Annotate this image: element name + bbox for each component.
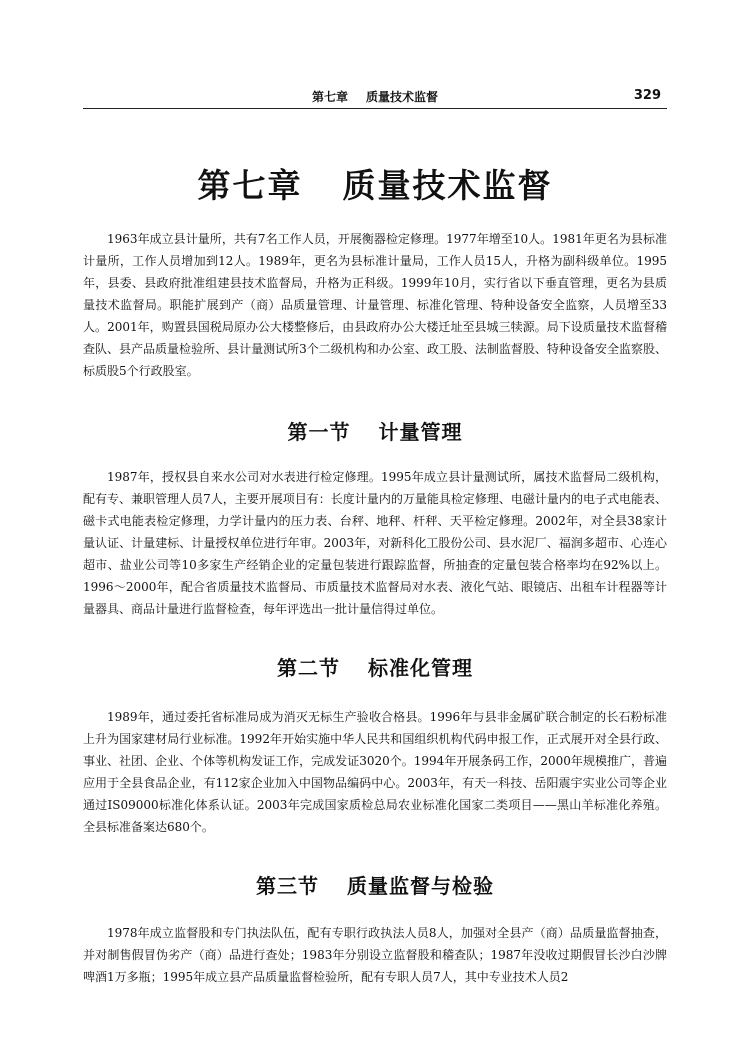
section-3-paragraph: 1978年成立监督股和专门执法队伍，配有专职行政执法人员8人，加强对全县产（商）品质量监督抽查，并对制售假冒伪劣产（商）品进行查处；1983年分别设立监督股和稽查队；1987年没收过期假冒长沙白沙牌啤酒1万多瓶；1995年成立县产品质量监督检验所，配有专职人员7人，其中专业技术人员2 bbox=[83, 926, 667, 984]
section-1-label: 第一节 bbox=[287, 420, 351, 444]
section-2-paragraph: 1989年，通过委托省标准局成为消灭无标生产验收合格县。1996年与县非金属矿联合制定的长石粉标准上升为国家建材局行业标准。1992年开始实施中华人民共和国组织机构代码申报工作，正式展开对全县行政、事业、社团、企业、个体等机构发证工作，完成发证3020个。1994年开展条码工作，2000年规模推广，普遍应用于全县食品企业，有112家企业加入中国物品编码中心。2003年，有天一科技、岳阳震宇实业公司等企业通过IS09000标准化体系认证。2003年完成国家质检总局农业标准化国家二类项目——黑山羊标准化养殖。全县标准备案达680个。 bbox=[83, 710, 667, 834]
section-3-name: 质量监督与检验 bbox=[347, 874, 494, 898]
chapter-intro-paragraph: 1963年成立县计量所，共有7名工作人员，开展衡器检定修理。1977年增至10人。1981年更名为县标准计量所，工作人员增加到12人。1989年，更名为县标准计量局，工作人员15人，升格为副科级单位。1995年，县委、县政府批准组建县技术监督局，升格为正科级。1999年10月，实行省以下垂直管理，更名为县质量技术监督局。职能扩展到产（商）品质量管理、计量管理、标准化管理、特种设备安全监察，人员增至33人。2001年，购置县国税局原办公大楼整修后，由县政府办公大楼迁址至县城三犊源。局下设质量技术监督稽查队、县产品质量检验所、县计量测试所3个二级机构和办公室、政工股、法制监督股、特种设备安全监察股、标质股5个行政股室。 bbox=[83, 232, 667, 378]
section-title-3 bbox=[0, 870, 750, 899]
running-header-chapter-label: 第七章 bbox=[311, 90, 348, 104]
section-2-name: 标准化管理 bbox=[368, 656, 473, 680]
chapter-name: 质量技术监督 bbox=[342, 166, 553, 205]
running-header-title bbox=[83, 88, 667, 105]
section-1-name: 计量管理 bbox=[378, 420, 463, 444]
running-header bbox=[83, 86, 667, 109]
section-1-paragraph: 1987年，授权县自来水公司对水表进行检定修理。1995年成立县计量测试所，属技术监督局二级机构，配有专、兼职管理人员7人，主要开展项目有：长度计量内的万量能具检定修理、电磁计量内的电子式电能表、磁卡式电能表检定修理，力学计量内的压力表、台秤、地秤、杆秤、天平检定修理。2002年，对全县38家计量认证、计量建标、计量授权单位进行年审。2003年，对新科化工股份公司、县水泥厂、福润多超市、心连心超市、盐业公司等10多家生产经销企业的定量包装进行跟踪监督，所抽查的定量包装合格率均在92%以上。1996～2000年，配合省质量技术监督局、市质量技术监督局对水表、液化气站、眼镜店、出租车计程器等计量器具、商品计量进行监督检查，每年评选出一批计量信得过单位。 bbox=[83, 470, 667, 616]
section-title-1 bbox=[0, 416, 750, 445]
section-3-label: 第三节 bbox=[256, 874, 319, 898]
chapter-label: 第七章 bbox=[197, 166, 303, 205]
page-number: 329 bbox=[633, 88, 661, 103]
section-2-label: 第二节 bbox=[277, 656, 340, 680]
chapter-title bbox=[0, 160, 750, 207]
running-header-chapter-name: 质量技术监督 bbox=[366, 90, 439, 104]
section-title-2 bbox=[0, 652, 750, 681]
